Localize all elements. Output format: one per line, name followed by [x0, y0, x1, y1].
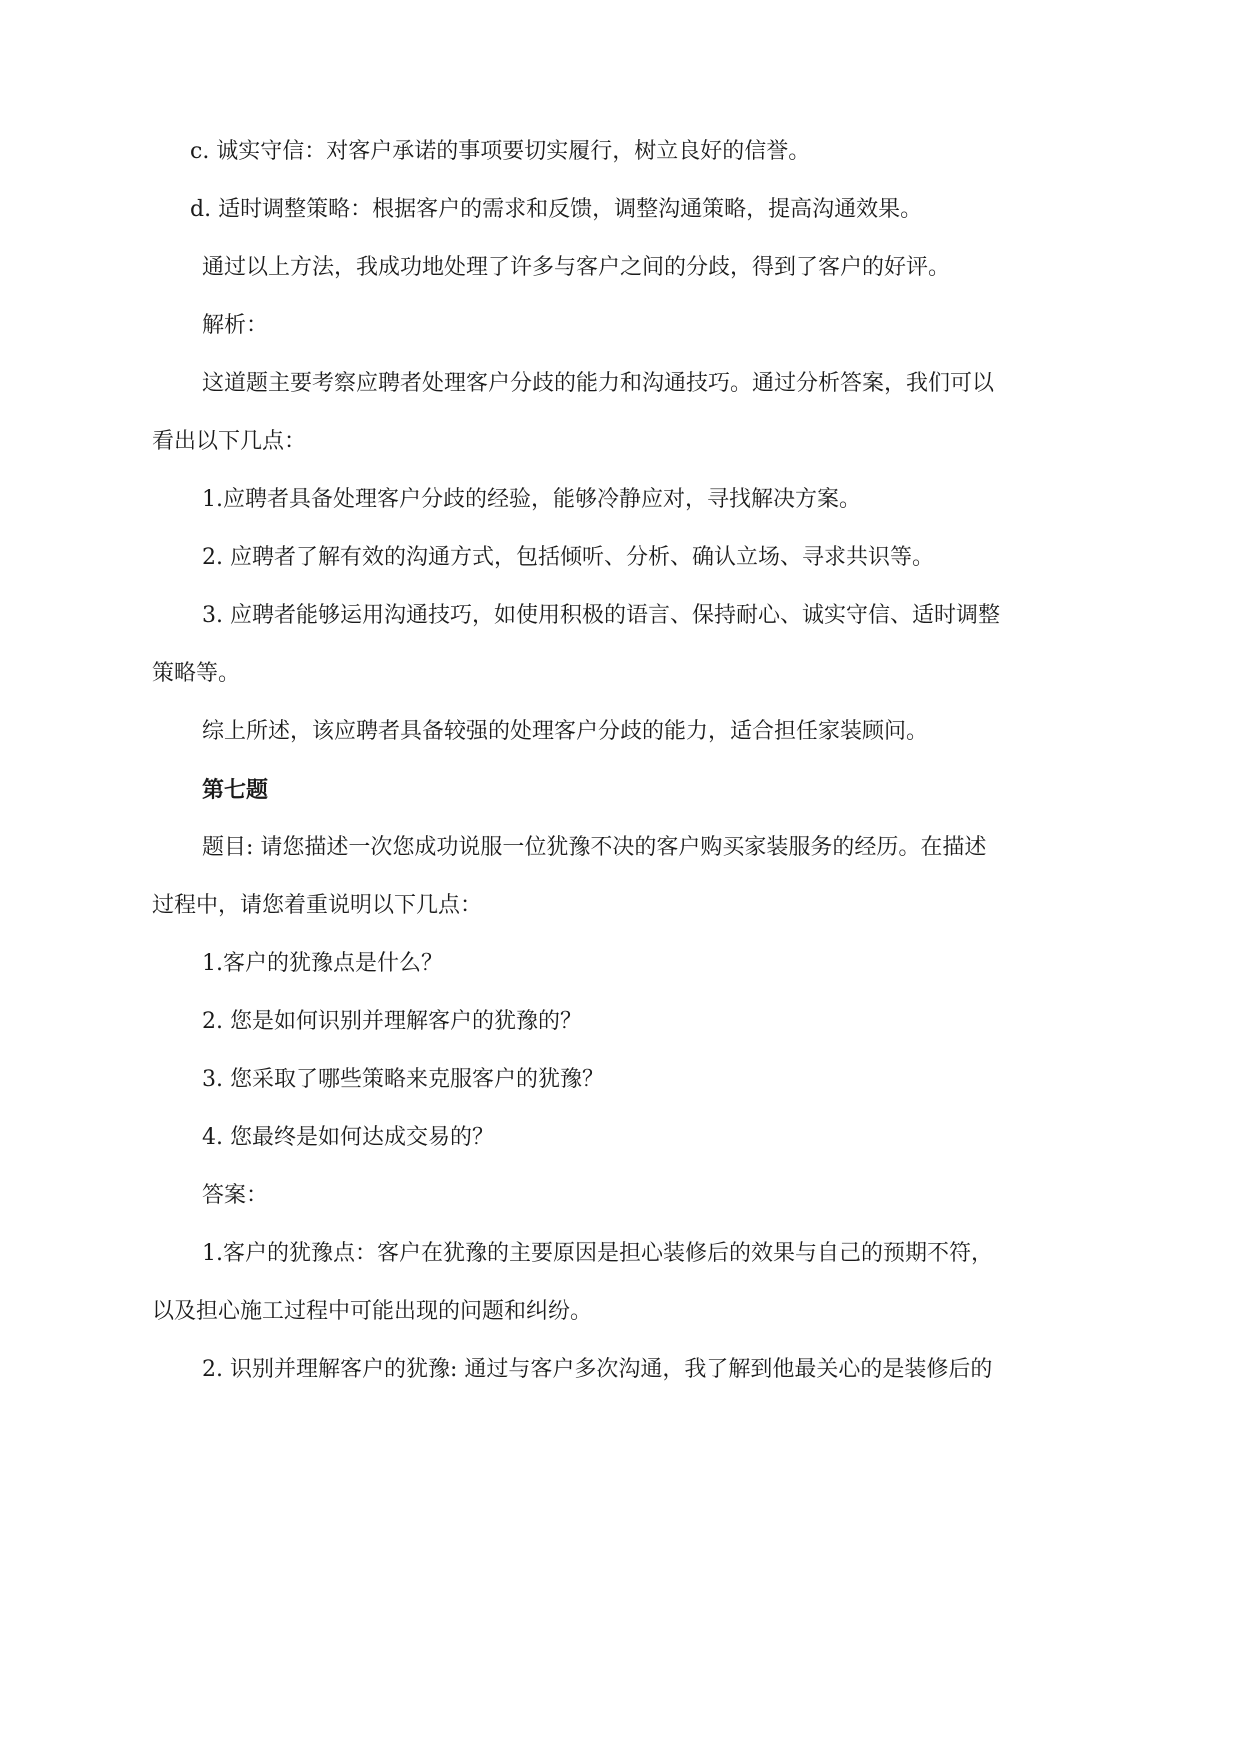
- list-item: 3. 应聘者能够运用沟通技巧，如使用积极的语言、保持耐心、诚实守信、适时调整: [202, 603, 1000, 628]
- section-label-analysis: 解析：: [202, 313, 269, 338]
- list-item-c: c. 诚实守信：对客户承诺的事项要切实履行，树立良好的信誉。: [190, 139, 811, 164]
- list-item: 3. 您采取了哪些策略来克服客户的犹豫？: [202, 1067, 604, 1092]
- section-label-answer: 答案：: [202, 1183, 269, 1208]
- question-continuation: 过程中，请您着重说明以下几点：: [152, 893, 483, 918]
- paragraph: 综上所述，该应聘者具备较强的处理客户分歧的能力，适合担任家装顾问。: [202, 719, 929, 744]
- list-item: 1.客户的犹豫点是什么？: [202, 951, 443, 976]
- list-item: 2. 应聘者了解有效的沟通方式，包括倾听、分析、确认立场、寻求共识等。: [202, 545, 934, 570]
- list-item: 2. 您是如何识别并理解客户的犹豫的？: [202, 1009, 582, 1034]
- paragraph-continuation: 看出以下几点：: [152, 429, 307, 454]
- paragraph: 这道题主要考察应聘者处理客户分歧的能力和沟通技巧。通过分析答案，我们可以: [202, 371, 995, 396]
- question-paragraph: 题目: 请您描述一次您成功说服一位犹豫不决的客户购买家装服务的经历。在描述: [202, 835, 987, 860]
- section-heading: 第七题: [202, 777, 269, 803]
- answer-paragraph: 2. 识别并理解客户的犹豫: 通过与客户多次沟通，我了解到他最关心的是装修后的: [202, 1357, 993, 1382]
- list-item: 1.应聘者具备处理客户分歧的经验，能够冷静应对，寻找解决方案。: [202, 487, 861, 512]
- answer-paragraph: 1.客户的犹豫点：客户在犹豫的主要原因是担心装修后的效果与自己的预期不符，: [202, 1241, 993, 1266]
- paragraph: 通过以上方法，我成功地处理了许多与客户之间的分歧，得到了客户的好评。: [202, 255, 951, 280]
- list-item-d: d. 适时调整策略：根据客户的需求和反馈，调整沟通策略，提高沟通效果。: [190, 197, 923, 222]
- list-item: 4. 您最终是如何达成交易的？: [202, 1125, 494, 1150]
- answer-continuation: 以及担心施工过程中可能出现的问题和纠纷。: [152, 1299, 593, 1324]
- list-item-continuation: 策略等。: [152, 661, 241, 686]
